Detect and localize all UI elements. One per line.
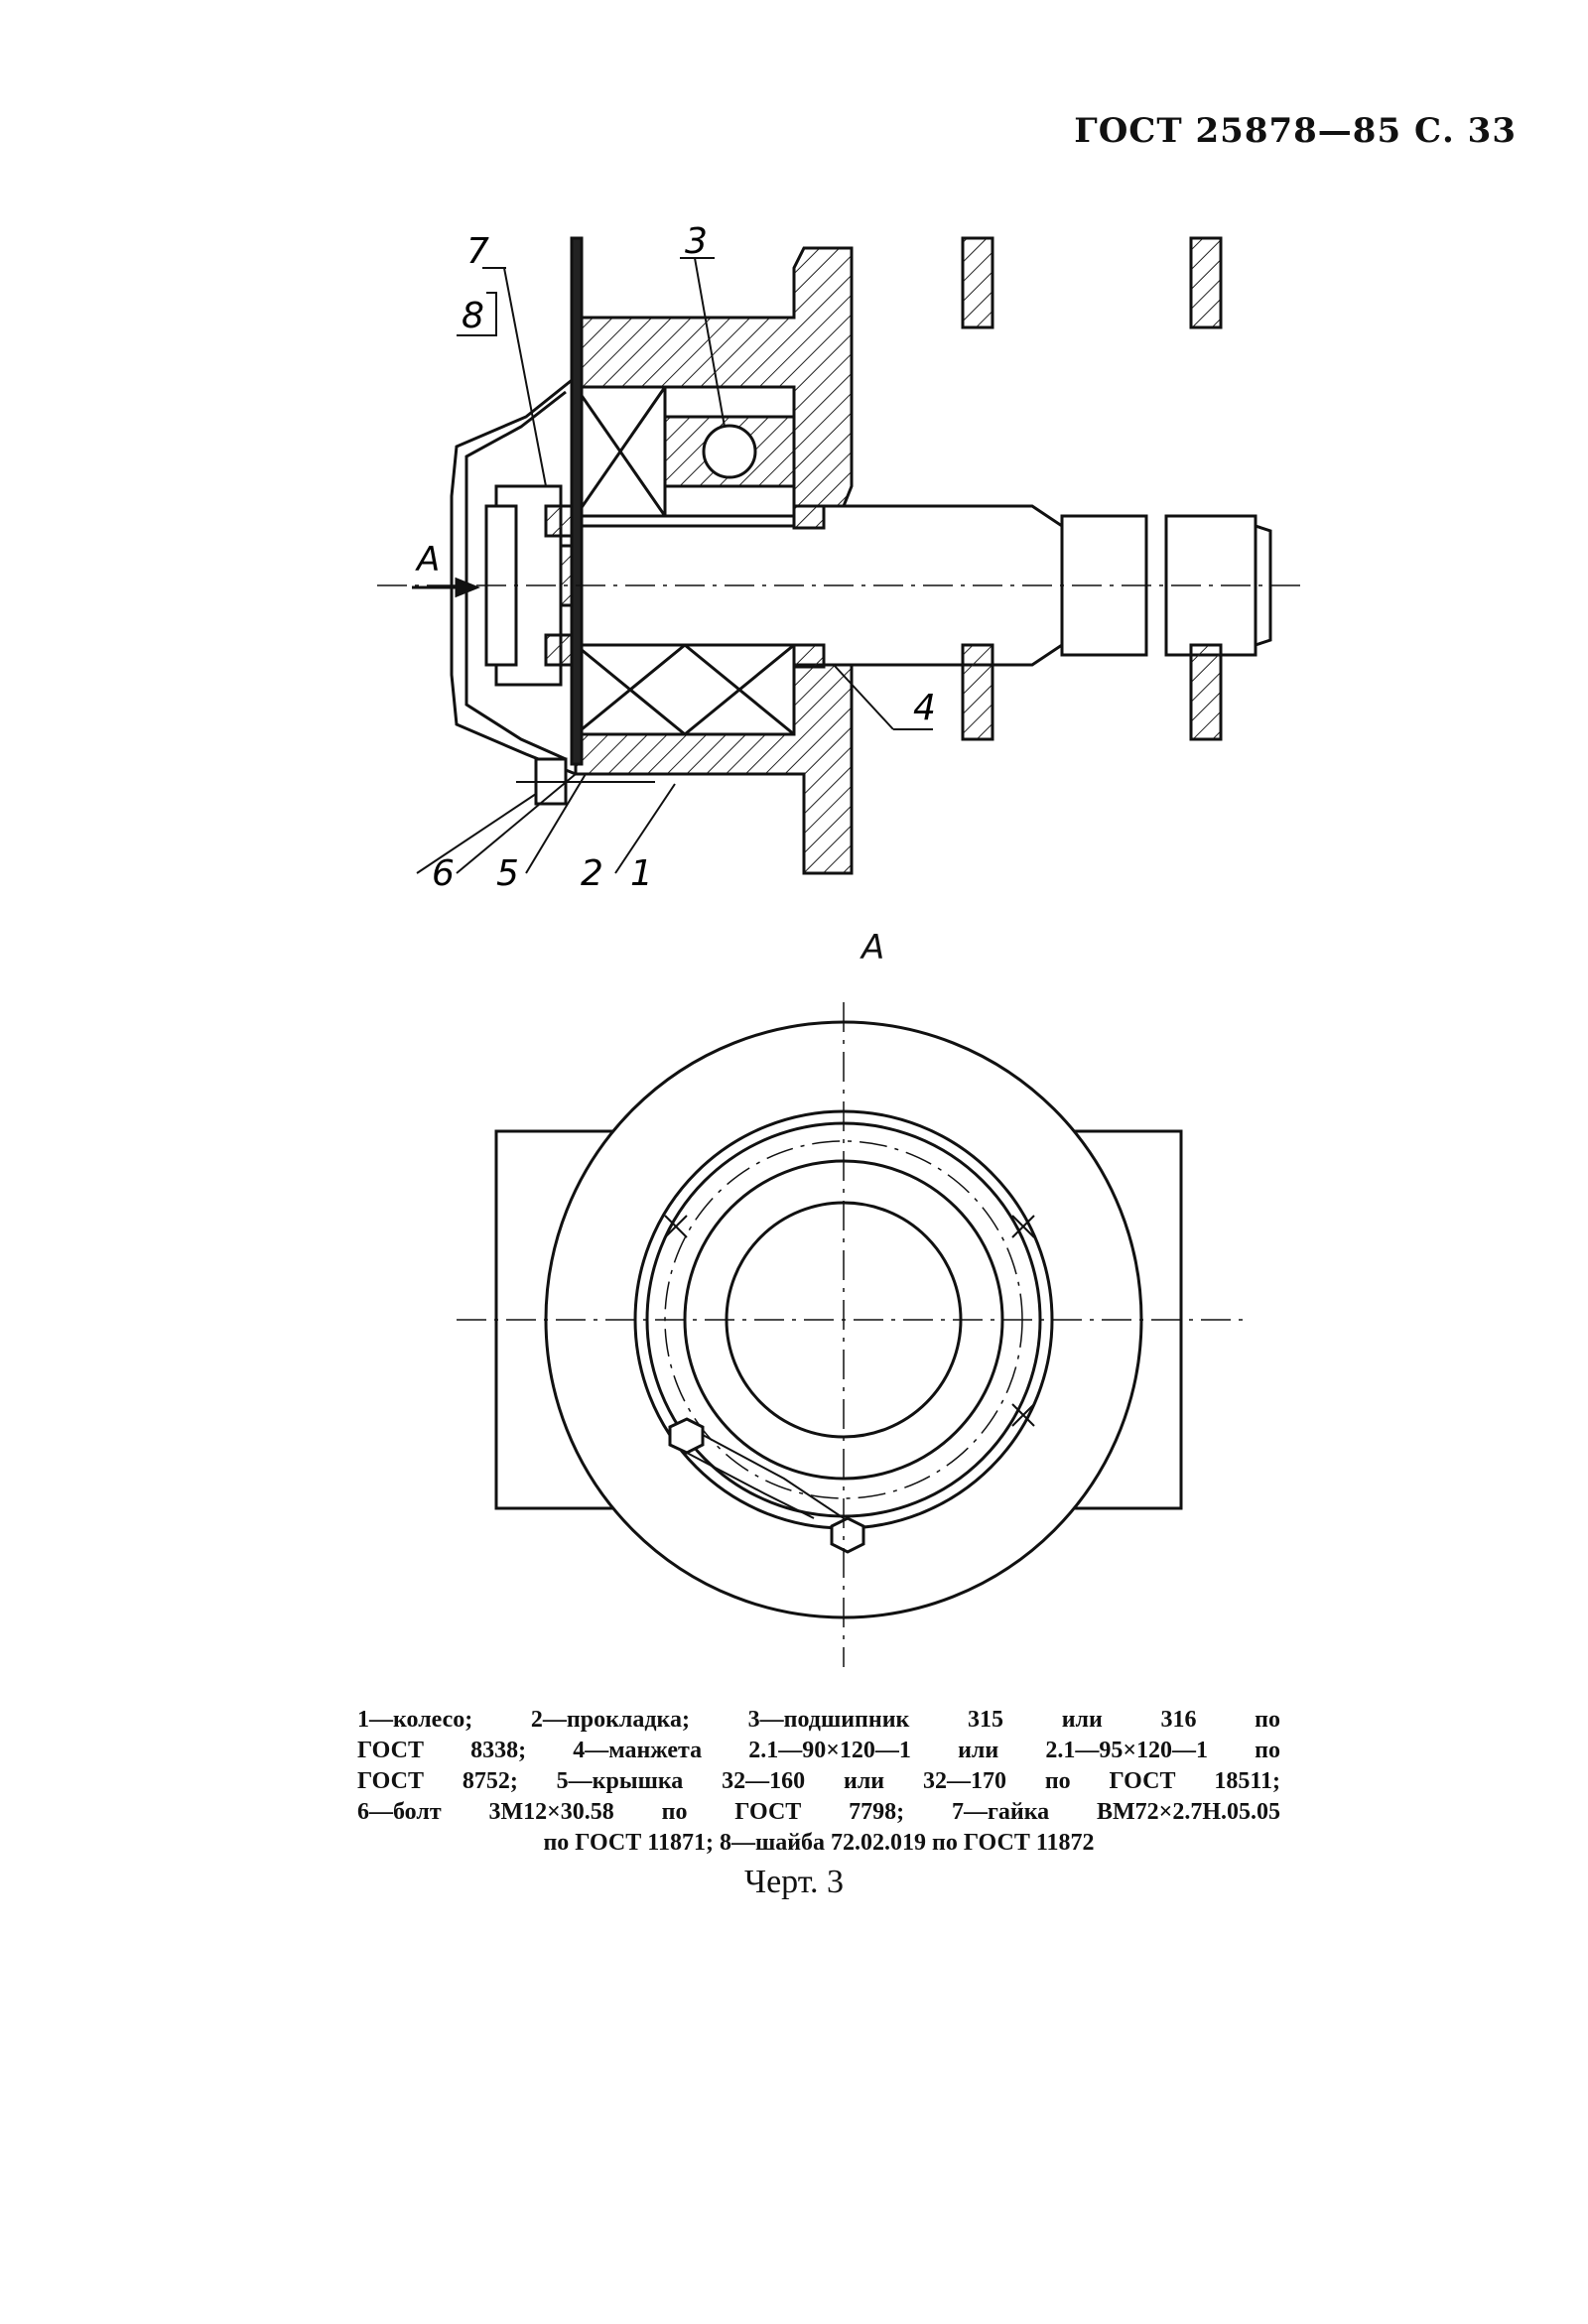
figure-caption: Черт. 3 [743, 1864, 845, 1900]
bearing-ball [704, 426, 755, 477]
arrow-a-label: А [417, 540, 441, 580]
legend-line-5: по ГОСТ 11871; 8—шайба 72.02.019 по ГОСТ 11872 [543, 1830, 1095, 1856]
sectional-drawing [377, 218, 1310, 913]
callout-5: 5 [496, 853, 519, 894]
legend-line-3: ГОСТ 8752; 5—крышка 32—160 или 32—170 по ГОСТ 18511; [357, 1768, 1280, 1794]
disc-right [1191, 238, 1221, 327]
page-header: ГОСТ 25878—85 С. 33 [1074, 111, 1517, 151]
view-a-label: А [861, 928, 885, 968]
bolt-head-1 [670, 1419, 703, 1453]
callout-8: 8 [462, 296, 484, 336]
legend-line-1: 1—колесо; 2—прокладка; 3—подшипник 315 или 316 по [357, 1707, 1280, 1733]
seal-lower [794, 645, 824, 667]
bearing-lower [576, 645, 794, 734]
seal-upper [794, 506, 824, 528]
gasket [572, 238, 582, 764]
callout-4: 4 [913, 688, 936, 728]
view-a-drawing [457, 1002, 1251, 1677]
callout-6: 6 [432, 853, 455, 894]
callout-7: 7 [466, 231, 489, 272]
disc-left [963, 238, 992, 327]
callout-3: 3 [685, 221, 708, 262]
callout-1: 1 [630, 853, 653, 894]
legend [357, 1705, 1280, 1859]
legend-line-2: ГОСТ 8338; 4—манжета 2.1—90×120—1 или 2.1—95×120—1 по [357, 1738, 1280, 1763]
legend-line-4: 6—болт 3М12×30.58 по ГОСТ 7798; 7—гайка ВМ72×2.7Н.05.05 [357, 1799, 1280, 1825]
bolt-head-2 [832, 1518, 863, 1552]
callout-2: 2 [581, 853, 603, 894]
